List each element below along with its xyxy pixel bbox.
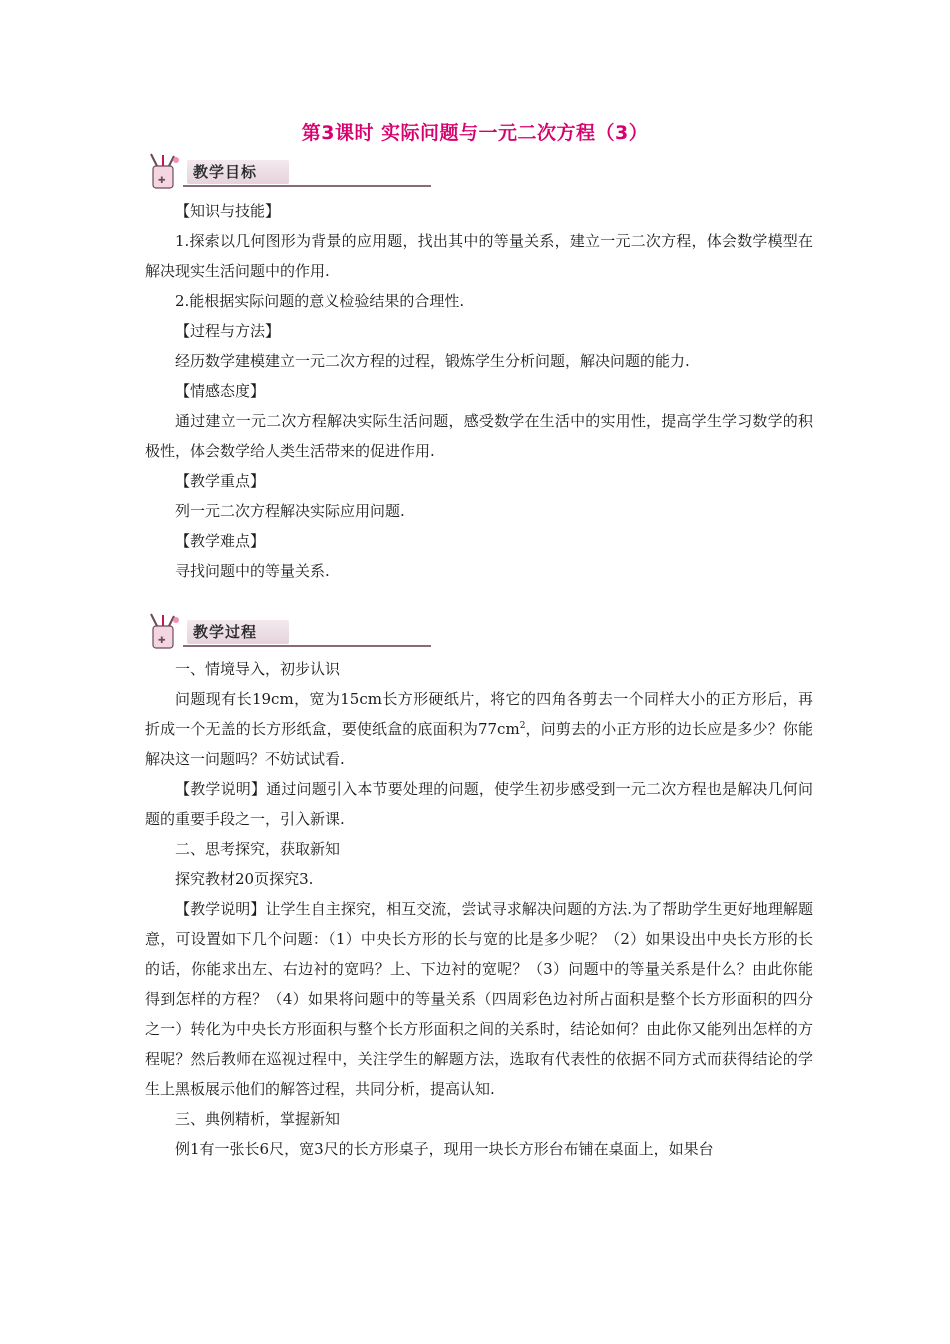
- superscript: 2: [519, 721, 526, 731]
- banner-label: 教学目标: [187, 160, 289, 184]
- banner-underline: [183, 645, 431, 647]
- goals-item-2: 2.能根据实际问题的意义检验结果的合理性.: [175, 292, 465, 310]
- pencil-cup-icon: [143, 152, 187, 192]
- goals-difficulty-text: 寻找问题中的等量关系.: [175, 562, 330, 580]
- goals-section: [145, 196, 813, 586]
- goals-process-heading: 【过程与方法】: [175, 322, 281, 340]
- goals-difficulty-heading: 【教学难点】: [175, 532, 266, 550]
- process-step-1-heading: 一、情境导入，初步认识: [175, 660, 341, 678]
- process-note-2: 【教学说明】让学生自主探究，相互交流，尝试寻求解决问题的方法.为了帮助学生更好地理解题意，可设置如下几个问题：（1）中央长方形的长与宽的比是多少呢？（2）如果设出中央长方形的长的话，你能求出左、右边衬的宽吗？上、下边衬的宽呢？（3）问题中的等量关系是什么？由此你能得到怎样的方程？（4）如果将问题中的等量关系（四周彩色边衬所占面积是整个长方形面积的四分之一）转化为中央长方形面积与整个长方形面积之间的关系时，结论如何？由此你又能列出怎样的方程呢？然后教师在巡视过程中，关注学生的解题方法，选取有代表性的依据不同方式而获得结论的学生上黑板展示他们的解答过程，共同分析，提高认知.: [145, 900, 813, 1098]
- banner-underline: [183, 185, 431, 187]
- goals-item-1: 1.探索以几何图形为背景的应用题，找出其中的等量关系，建立一元二次方程，体会数学模型在解决现实生活问题中的作用.: [145, 232, 813, 280]
- process-section: [145, 654, 813, 1164]
- goals-key-heading: 【教学重点】: [175, 472, 266, 490]
- goals-attitude-heading: 【情感态度】: [175, 382, 266, 400]
- goals-process-text: 经历数学建模建立一元二次方程的过程，锻炼学生分析问题，解决问题的能力.: [175, 352, 690, 370]
- section-banner-goals: [143, 152, 293, 192]
- process-step-2-heading: 二、思考探究，获取新知: [175, 840, 341, 858]
- pencil-cup-icon: [143, 612, 187, 652]
- section-banner-process: [143, 612, 293, 652]
- problem-text-part2: ，问剪去的小正方形的边长应是多少？你能解决这一问题吗？不妨试试看.: [145, 720, 813, 768]
- process-step-3-heading: 三、典例精析，掌握新知: [175, 1110, 341, 1128]
- page-title: 第3课时 实际问题与一元二次方程（3）: [301, 122, 649, 144]
- svg-text:✚: ✚: [158, 636, 166, 646]
- goals-attitude-text: 通过建立一元二次方程解决实际生活问题，感受数学在生活中的实用性，提高学生学习数学的积极性，体会数学给人类生活带来的促进作用.: [145, 412, 813, 460]
- banner-label: 教学过程: [187, 620, 289, 644]
- svg-text:✚: ✚: [158, 176, 166, 186]
- goals-key-text: 列一元二次方程解决实际应用问题.: [175, 502, 405, 520]
- process-example-1: 例1有一张长6尺，宽3尺的长方形桌子，现用一块长方形台布铺在桌面上，如果台: [175, 1140, 714, 1158]
- process-explore: 探究教材20页探究3.: [175, 870, 314, 888]
- problem-text-part1: 问题现有长19cm，宽为15cm长方形硬纸片，将它的四角各剪去一个同样大小的正方形后，再折成一个无盖的长方形纸盒，要使纸盒的底面积为77cm: [145, 690, 813, 738]
- goals-knowledge-heading: 【知识与技能】: [175, 202, 281, 220]
- process-problem: [145, 684, 813, 774]
- process-note-1: 【教学说明】通过问题引入本节要处理的问题，使学生初步感受到一元二次方程也是解决几何问题的重要手段之一，引入新课.: [145, 780, 813, 828]
